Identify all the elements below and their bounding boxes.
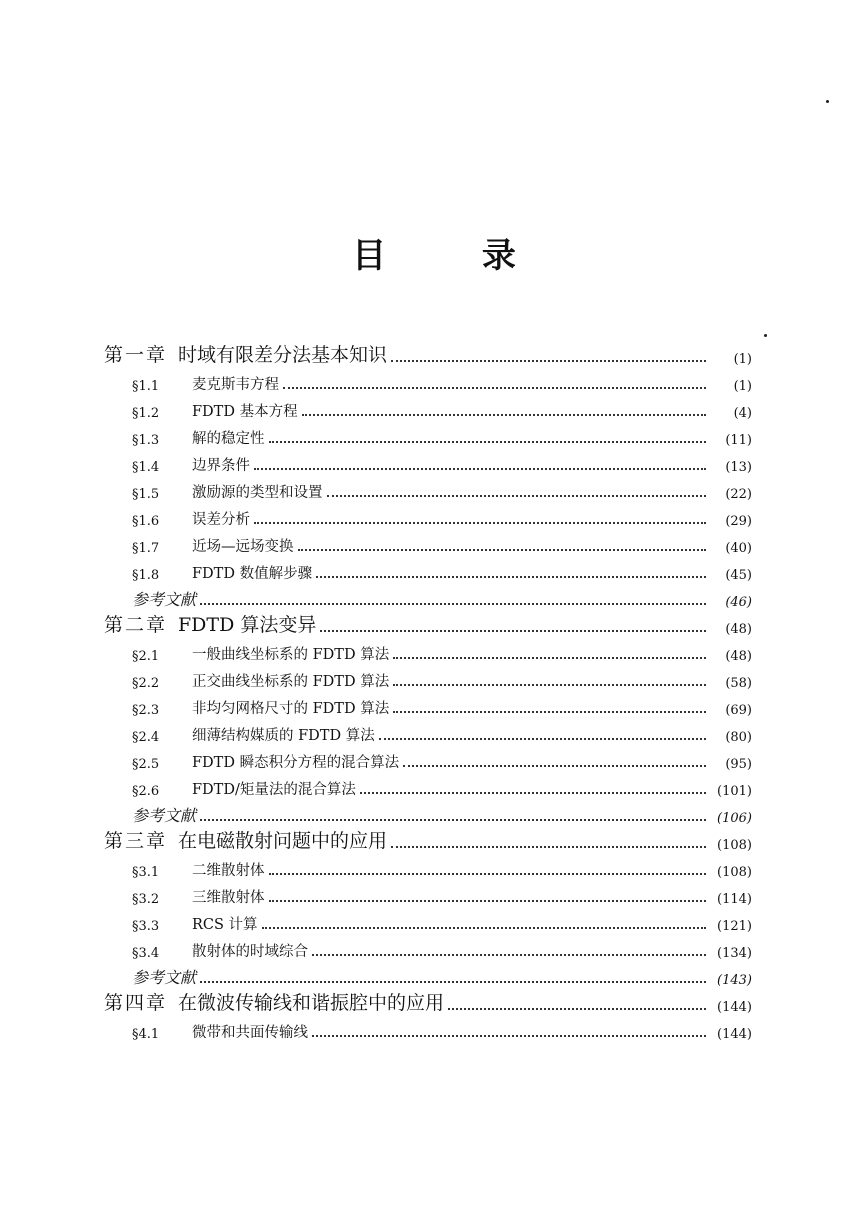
page-title: 目 录 xyxy=(352,236,558,276)
toc-entry-page: (1) xyxy=(733,352,752,367)
toc-references-entry xyxy=(104,961,752,988)
toc-entry-title: 在微波传输线和谐振腔中的应用 xyxy=(178,992,445,1014)
dot-leader xyxy=(298,535,707,552)
toc-entry-page: (22) xyxy=(725,487,752,502)
dot-leader xyxy=(200,587,706,605)
dot-leader xyxy=(269,886,707,903)
toc-entry-page: (13) xyxy=(725,460,752,475)
toc-entry-page: (144) xyxy=(717,1000,752,1015)
dot-leader xyxy=(403,751,706,768)
toc-entry-title: 解的稳定性 xyxy=(192,431,265,447)
toc-entry-number: 第四章 xyxy=(104,992,168,1014)
toc-entry-title: FDTD 瞬态积分方程的混合算法 xyxy=(192,755,400,771)
toc-entry-number: §1.4 xyxy=(132,460,160,475)
toc-section-entry xyxy=(104,772,752,799)
toc-section-entry xyxy=(104,475,752,502)
toc-entry-page: (121) xyxy=(717,919,752,934)
toc-entry-title: 参考文献 xyxy=(132,590,197,609)
toc-entry-title: 细薄结构媒质的 FDTD 算法 xyxy=(192,728,375,744)
dot-leader xyxy=(254,508,706,525)
toc-entry-title: 参考文献 xyxy=(132,806,197,825)
toc-section-entry xyxy=(104,880,752,907)
toc-entry-number: §2.1 xyxy=(132,649,160,664)
toc-entry-page: (40) xyxy=(725,541,752,556)
toc-entry-page: (45) xyxy=(725,568,752,583)
toc-entry-number: §2.4 xyxy=(132,730,160,745)
toc-entry-number: §1.1 xyxy=(132,379,160,394)
toc-entry-title: 微带和共面传输线 xyxy=(192,1025,308,1041)
toc-entry-number: §2.3 xyxy=(132,703,160,718)
toc-entry-title: 边界条件 xyxy=(192,458,250,474)
toc-section-entry xyxy=(104,556,752,583)
toc-section-entry xyxy=(104,907,752,934)
toc-section-entry xyxy=(104,367,752,394)
toc-section-entry xyxy=(104,637,752,664)
toc-entry-title: FDTD 基本方程 xyxy=(192,404,298,420)
toc-section-entry xyxy=(104,745,752,772)
toc-section-entry xyxy=(104,664,752,691)
toc-section-entry xyxy=(104,529,752,556)
toc-entry-number: §2.2 xyxy=(132,676,160,691)
dot-leader xyxy=(393,643,706,660)
toc-entry-page: (48) xyxy=(725,622,752,637)
toc-entry-title: 三维散射体 xyxy=(192,890,265,906)
toc-entry-number: §1.8 xyxy=(132,568,160,583)
toc-chapter-entry xyxy=(104,610,752,637)
toc-section-entry xyxy=(104,502,752,529)
toc-section-entry xyxy=(104,421,752,448)
toc-entry-number: 第二章 xyxy=(104,614,168,636)
dot-leader xyxy=(200,965,706,983)
toc-entry-page: (58) xyxy=(725,676,752,691)
toc-entry-page: (1) xyxy=(733,379,752,394)
toc-entry-number: §3.3 xyxy=(132,919,160,934)
dot-leader xyxy=(379,724,706,741)
toc-section-entry xyxy=(104,691,752,718)
toc-entry-page: (106) xyxy=(717,811,752,826)
toc-entry-page: (134) xyxy=(717,946,752,961)
toc-entry-page: (95) xyxy=(725,757,752,772)
toc-entry-title: 一般曲线坐标系的 FDTD 算法 xyxy=(192,647,390,663)
dot-leader xyxy=(262,913,706,930)
dot-leader xyxy=(269,427,707,444)
toc-entry-title: 麦克斯韦方程 xyxy=(192,377,279,393)
toc-references-entry xyxy=(104,799,752,826)
toc-entry-page: (48) xyxy=(725,649,752,664)
toc-entry-page: (11) xyxy=(725,433,752,448)
toc-entry-title: RCS 计算 xyxy=(192,917,258,933)
toc-entry-page: (108) xyxy=(717,865,752,880)
toc-entry-title: FDTD 数值解步骤 xyxy=(192,566,313,582)
dot-leader xyxy=(316,562,706,579)
toc-entry-title: 参考文献 xyxy=(132,968,197,987)
dot-leader xyxy=(269,859,707,876)
toc-entry-title: 近场—远场变换 xyxy=(192,539,294,555)
toc-entry-page: (4) xyxy=(733,406,752,421)
dot-leader xyxy=(327,481,707,498)
toc-entry-page: (29) xyxy=(725,514,752,529)
toc-entry-title: 正交曲线坐标系的 FDTD 算法 xyxy=(192,674,390,690)
dot-leader xyxy=(393,697,706,714)
toc-entry-number: §1.2 xyxy=(132,406,160,421)
dot-leader xyxy=(312,940,706,957)
toc-section-entry xyxy=(104,853,752,880)
toc-entry-title: 非均匀网格尺寸的 FDTD 算法 xyxy=(192,701,390,717)
toc-chapter-entry xyxy=(104,988,752,1015)
toc-entry-page: (108) xyxy=(717,838,752,853)
dot-leader xyxy=(393,670,706,687)
toc-entry-title: FDTD/矩量法的混合算法 xyxy=(192,782,356,798)
toc-entry-title: 时域有限差分法基本知识 xyxy=(178,344,388,366)
toc-entry-page: (101) xyxy=(717,784,752,799)
scan-speck xyxy=(826,100,829,103)
toc-entry-title: 在电磁散射问题中的应用 xyxy=(178,830,388,852)
toc-entry-page: (69) xyxy=(725,703,752,718)
dot-leader xyxy=(448,989,706,1010)
toc-entry-number: 第一章 xyxy=(104,344,168,366)
toc-references-entry xyxy=(104,583,752,610)
toc-entry-number: 第三章 xyxy=(104,830,168,852)
toc-entry-number: §1.5 xyxy=(132,487,160,502)
toc-entry-number: §4.1 xyxy=(132,1027,160,1042)
toc-chapter-entry xyxy=(104,340,752,367)
toc-section-entry xyxy=(104,1015,752,1042)
dot-leader xyxy=(200,803,706,821)
toc-section-entry xyxy=(104,448,752,475)
toc-entry-number: §1.6 xyxy=(132,514,160,529)
toc-section-entry xyxy=(104,394,752,421)
toc-entry-title: 二维散射体 xyxy=(192,863,265,879)
toc-entry-number: §1.3 xyxy=(132,433,160,448)
toc-entry-title: 散射体的时域综合 xyxy=(192,944,308,960)
toc-entry-title: 激励源的类型和设置 xyxy=(192,485,323,501)
dot-leader xyxy=(283,373,706,390)
toc-entry-number: §1.7 xyxy=(132,541,160,556)
dot-leader xyxy=(391,341,706,362)
toc-entry-page: (143) xyxy=(717,973,752,988)
toc-entry-title: FDTD 算法变异 xyxy=(178,614,317,636)
dot-leader xyxy=(312,1021,706,1038)
dot-leader xyxy=(320,611,706,632)
toc-entry-number: §2.6 xyxy=(132,784,160,799)
toc-entry-page: (114) xyxy=(717,892,752,907)
toc-entry-number: §2.5 xyxy=(132,757,160,772)
toc-entry-title: 误差分析 xyxy=(192,512,250,528)
toc-entry-page: (80) xyxy=(725,730,752,745)
toc-entry-page: (46) xyxy=(725,595,752,610)
table-of-contents xyxy=(104,340,752,1042)
scan-speck xyxy=(764,334,767,337)
dot-leader xyxy=(254,454,706,471)
toc-chapter-entry xyxy=(104,826,752,853)
toc-section-entry xyxy=(104,718,752,745)
toc-entry-page: (144) xyxy=(717,1027,752,1042)
toc-section-entry xyxy=(104,934,752,961)
toc-entry-number: §3.4 xyxy=(132,946,160,961)
dot-leader xyxy=(302,400,706,417)
toc-entry-number: §3.2 xyxy=(132,892,160,907)
dot-leader xyxy=(360,778,706,795)
toc-entry-number: §3.1 xyxy=(132,865,160,880)
dot-leader xyxy=(391,827,706,848)
